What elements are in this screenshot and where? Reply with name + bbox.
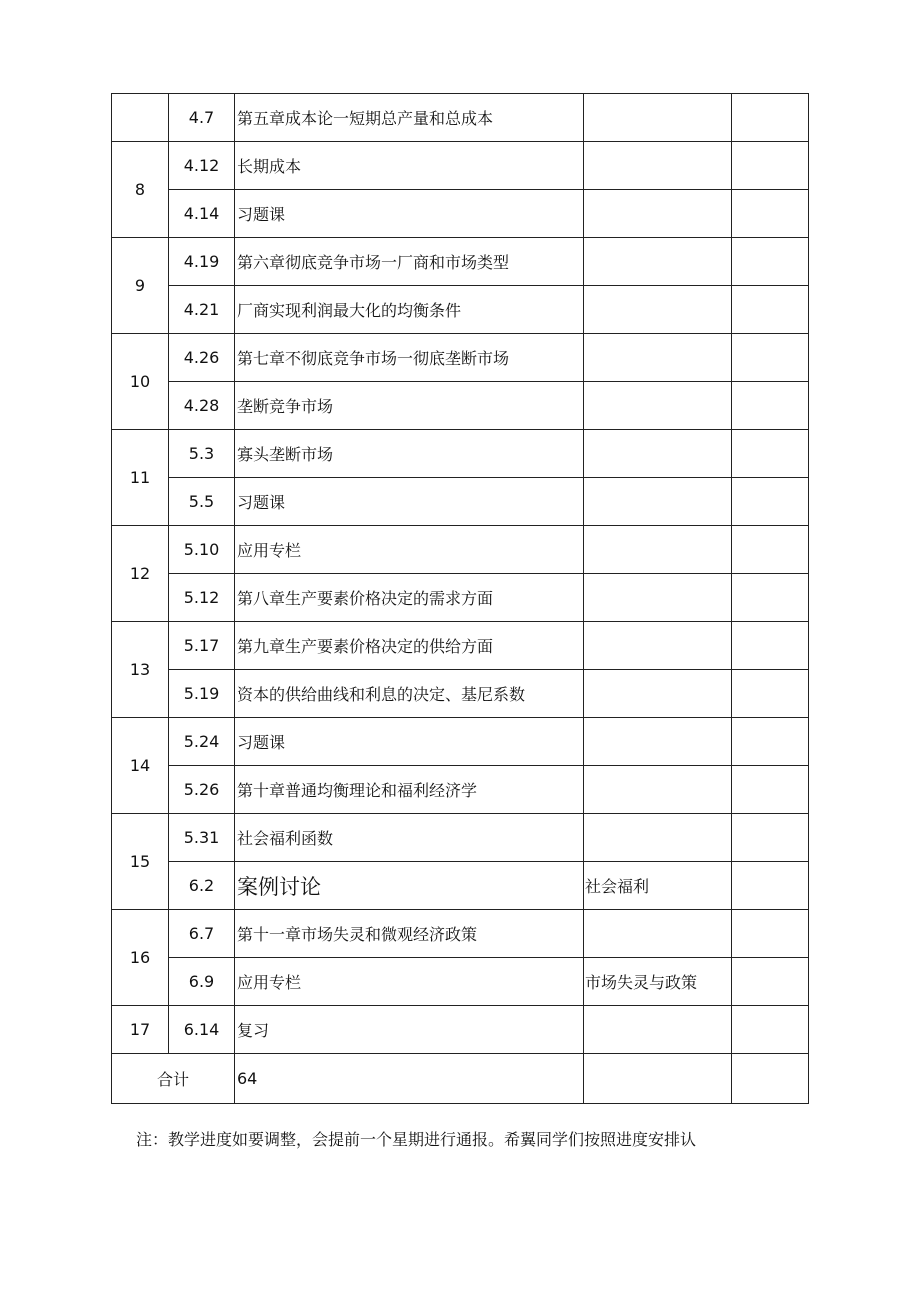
note-cell	[584, 670, 732, 718]
topic-cell: 第十一章市场失灵和微观经济政策	[235, 910, 584, 958]
topic-cell: 寡头垄断市场	[235, 430, 584, 478]
date-cell: 5.3	[169, 430, 235, 478]
week-cell: 14	[112, 718, 169, 814]
note-cell	[584, 142, 732, 190]
blank-cell	[732, 574, 809, 622]
table-row	[112, 574, 809, 622]
note-cell	[584, 1006, 732, 1054]
note-cell	[584, 478, 732, 526]
note-cell: 社会福利	[584, 862, 732, 910]
blank-cell	[732, 94, 809, 142]
table-row	[112, 862, 809, 910]
topic-cell: 应用专栏	[235, 958, 584, 1006]
date-cell: 4.21	[169, 286, 235, 334]
blank-cell	[732, 286, 809, 334]
week-cell: 15	[112, 814, 169, 910]
topic-cell: 习题课	[235, 190, 584, 238]
week-cell: 12	[112, 526, 169, 622]
note-cell	[584, 526, 732, 574]
table-row	[112, 622, 809, 670]
table-row	[112, 766, 809, 814]
table-row	[112, 910, 809, 958]
blank-cell	[732, 718, 809, 766]
date-cell: 6.14	[169, 1006, 235, 1054]
blank-cell	[732, 526, 809, 574]
note-cell	[584, 382, 732, 430]
table-row	[112, 190, 809, 238]
week-cell	[112, 94, 169, 142]
topic-cell: 第十章普通均衡理论和福利经济学	[235, 766, 584, 814]
blank-cell	[732, 238, 809, 286]
blank-cell	[732, 766, 809, 814]
date-cell: 5.10	[169, 526, 235, 574]
topic-cell: 垄断竞争市场	[235, 382, 584, 430]
week-cell: 17	[112, 1006, 169, 1054]
date-cell: 4.7	[169, 94, 235, 142]
table-row	[112, 958, 809, 1006]
note-cell	[584, 238, 732, 286]
table-row	[112, 814, 809, 862]
date-cell: 4.28	[169, 382, 235, 430]
note-cell	[584, 766, 732, 814]
date-cell: 4.14	[169, 190, 235, 238]
topic-cell: 第九章生产要素价格决定的供给方面	[235, 622, 584, 670]
blank-cell	[732, 190, 809, 238]
note-cell: 市场失灵与政策	[584, 958, 732, 1006]
note-cell	[584, 718, 732, 766]
table-row	[112, 286, 809, 334]
date-cell: 5.31	[169, 814, 235, 862]
blank-cell	[732, 670, 809, 718]
date-cell: 6.9	[169, 958, 235, 1006]
blank-cell	[732, 1006, 809, 1054]
date-cell: 6.7	[169, 910, 235, 958]
topic-cell: 第七章不彻底竞争市场一彻底垄断市场	[235, 334, 584, 382]
blank-cell	[732, 1054, 809, 1104]
topic-cell: 案例讨论	[235, 862, 584, 910]
blank-cell	[732, 382, 809, 430]
date-cell: 5.5	[169, 478, 235, 526]
table-row	[112, 670, 809, 718]
topic-cell: 复习	[235, 1006, 584, 1054]
table-row	[112, 142, 809, 190]
week-cell: 16	[112, 910, 169, 1006]
date-cell: 5.19	[169, 670, 235, 718]
table-row	[112, 718, 809, 766]
topic-cell: 第五章成本论一短期总产量和总成本	[235, 94, 584, 142]
note-cell	[584, 622, 732, 670]
blank-cell	[732, 478, 809, 526]
topic-cell: 习题课	[235, 478, 584, 526]
week-cell: 8	[112, 142, 169, 238]
date-cell: 5.12	[169, 574, 235, 622]
topic-cell: 习题课	[235, 718, 584, 766]
note-cell	[584, 94, 732, 142]
week-cell: 13	[112, 622, 169, 718]
note-cell	[584, 910, 732, 958]
table-row	[112, 478, 809, 526]
table-row	[112, 238, 809, 286]
total-value: 64	[235, 1054, 584, 1104]
blank-cell	[732, 430, 809, 478]
blank-cell	[732, 622, 809, 670]
blank-cell	[732, 334, 809, 382]
week-cell: 10	[112, 334, 169, 430]
date-cell: 4.19	[169, 238, 235, 286]
topic-cell: 第八章生产要素价格决定的需求方面	[235, 574, 584, 622]
date-cell: 5.26	[169, 766, 235, 814]
table-row	[112, 526, 809, 574]
total-row	[112, 1054, 809, 1104]
date-cell: 4.26	[169, 334, 235, 382]
schedule-table	[111, 93, 809, 1104]
topic-cell: 应用专栏	[235, 526, 584, 574]
table-row	[112, 94, 809, 142]
blank-cell	[732, 958, 809, 1006]
note-cell	[584, 286, 732, 334]
blank-cell	[732, 814, 809, 862]
topic-cell: 资本的供给曲线和利息的决定、基尼系数	[235, 670, 584, 718]
note-cell	[584, 334, 732, 382]
note-cell	[584, 814, 732, 862]
blank-cell	[732, 142, 809, 190]
date-cell: 5.17	[169, 622, 235, 670]
footnote: 注：教学进度如要调整，会提前一个星期进行通报。希翼同学们按照进度安排认	[136, 1130, 697, 1149]
note-cell	[584, 574, 732, 622]
note-cell	[584, 190, 732, 238]
table-row	[112, 382, 809, 430]
week-cell: 9	[112, 238, 169, 334]
total-label: 合计	[112, 1054, 235, 1104]
table-row	[112, 430, 809, 478]
topic-cell: 长期成本	[235, 142, 584, 190]
week-cell: 11	[112, 430, 169, 526]
note-cell	[584, 430, 732, 478]
topic-cell: 厂商实现利润最大化的均衡条件	[235, 286, 584, 334]
topic-cell: 社会福利函数	[235, 814, 584, 862]
blank-cell	[584, 1054, 732, 1104]
date-cell: 6.2	[169, 862, 235, 910]
date-cell: 4.12	[169, 142, 235, 190]
blank-cell	[732, 910, 809, 958]
topic-cell: 第六章彻底竞争市场一厂商和市场类型	[235, 238, 584, 286]
table-row	[112, 334, 809, 382]
date-cell: 5.24	[169, 718, 235, 766]
table-row	[112, 1006, 809, 1054]
blank-cell	[732, 862, 809, 910]
